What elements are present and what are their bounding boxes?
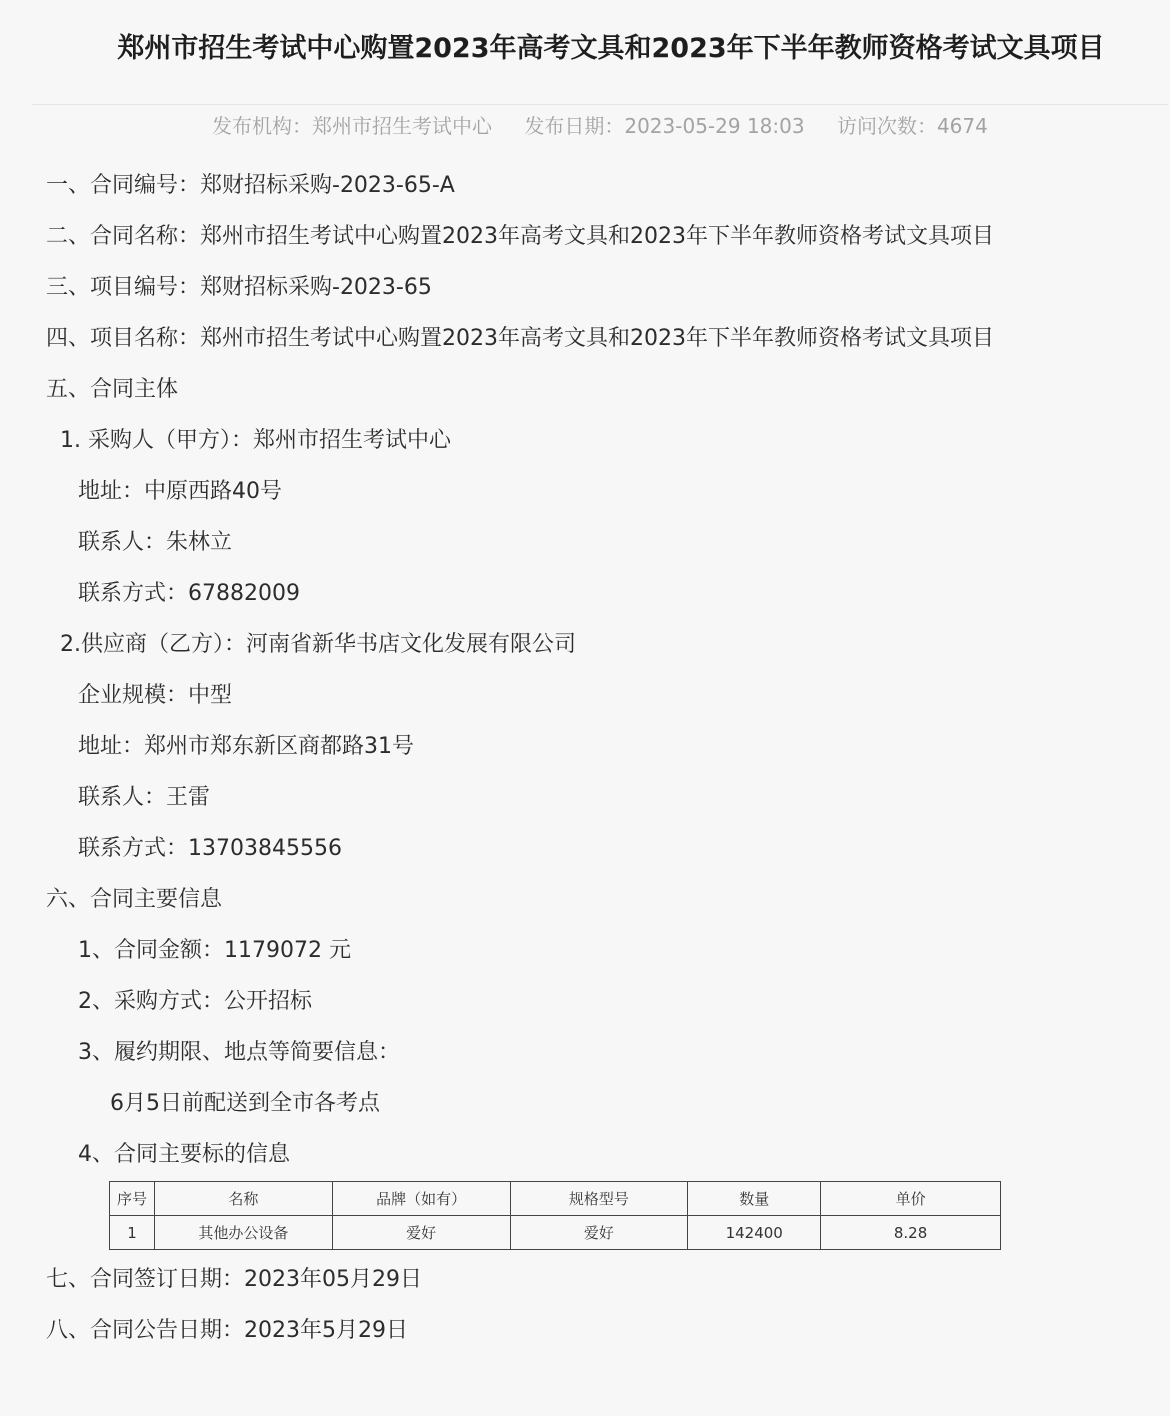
header-unit-price: 单价 (821, 1182, 1001, 1216)
cell-quantity: 142400 (688, 1216, 821, 1250)
section-contract-parties: 五、合同主体 (46, 377, 179, 402)
fulfillment-info: 6月5日前配送到全市各考点 (110, 1091, 380, 1116)
cell-name: 其他办公设备 (154, 1216, 332, 1250)
subject-info-label: 4、合同主要标的信息 (78, 1142, 290, 1167)
header-name: 名称 (154, 1182, 332, 1216)
header-model: 规格型号 (510, 1182, 688, 1216)
publish-date: 发布日期：2023-05-29 18:03 (524, 114, 805, 138)
project-name: 四、项目名称：郑州市招生考试中心购置2023年高考文具和2023年下半年教师资格考试文具项目 (46, 326, 994, 351)
signing-date: 七、合同签订日期：2023年05月29日 (46, 1267, 422, 1292)
view-count: 访问次数：4674 (836, 114, 988, 138)
project-number: 三、项目编号：郑财招标采购-2023-65 (46, 275, 432, 300)
fulfillment-info-label: 3、履约期限、地点等简要信息： (78, 1040, 400, 1065)
purchaser-phone: 联系方式：67882009 (78, 581, 300, 606)
supplier-address: 地址：郑州市郑东新区商都路31号 (78, 734, 414, 759)
cell-index: 1 (110, 1216, 155, 1250)
header-brand: 品牌（如有） (332, 1182, 510, 1216)
contract-number: 一、合同编号：郑财招标采购-2023-65-A (46, 173, 455, 198)
publish-org: 发布机构：郑州市招生考试中心 (212, 114, 492, 138)
procurement-method: 2、采购方式：公开招标 (78, 989, 312, 1014)
cell-model: 爱好 (510, 1216, 688, 1250)
table-header-row (110, 1182, 1001, 1216)
supplier-scale: 企业规模：中型 (78, 683, 233, 708)
supplier: 2.供应商（乙方）：河南省新华书店文化发展有限公司 (60, 632, 576, 657)
purchaser: 1. 采购人（甲方）：郑州市招生考试中心 (60, 428, 451, 453)
contract-amount: 1、合同金额：1179072 元 (78, 938, 351, 963)
title-divider (32, 104, 1168, 105)
purchaser-contact: 联系人：朱林立 (78, 530, 233, 555)
publish-meta (212, 110, 1014, 139)
section-contract-info: 六、合同主要信息 (46, 887, 223, 912)
header-index: 序号 (110, 1182, 155, 1216)
contract-name: 二、合同名称：郑州市招生考试中心购置2023年高考文具和2023年下半年教师资格考试文具项目 (46, 224, 994, 249)
subject-table (109, 1181, 1001, 1250)
table-row (110, 1216, 1001, 1250)
supplier-contact: 联系人：王雷 (78, 785, 211, 810)
header-quantity: 数量 (688, 1182, 821, 1216)
purchaser-address: 地址：中原西路40号 (78, 479, 282, 504)
cell-unit-price: 8.28 (821, 1216, 1001, 1250)
page-title: 郑州市招生考试中心购置2023年高考文具和2023年下半年教师资格考试文具项目 (117, 33, 1105, 64)
supplier-phone: 联系方式：13703845556 (78, 836, 342, 861)
cell-brand: 爱好 (332, 1216, 510, 1250)
announcement-date: 八、合同公告日期：2023年5月29日 (46, 1318, 408, 1343)
